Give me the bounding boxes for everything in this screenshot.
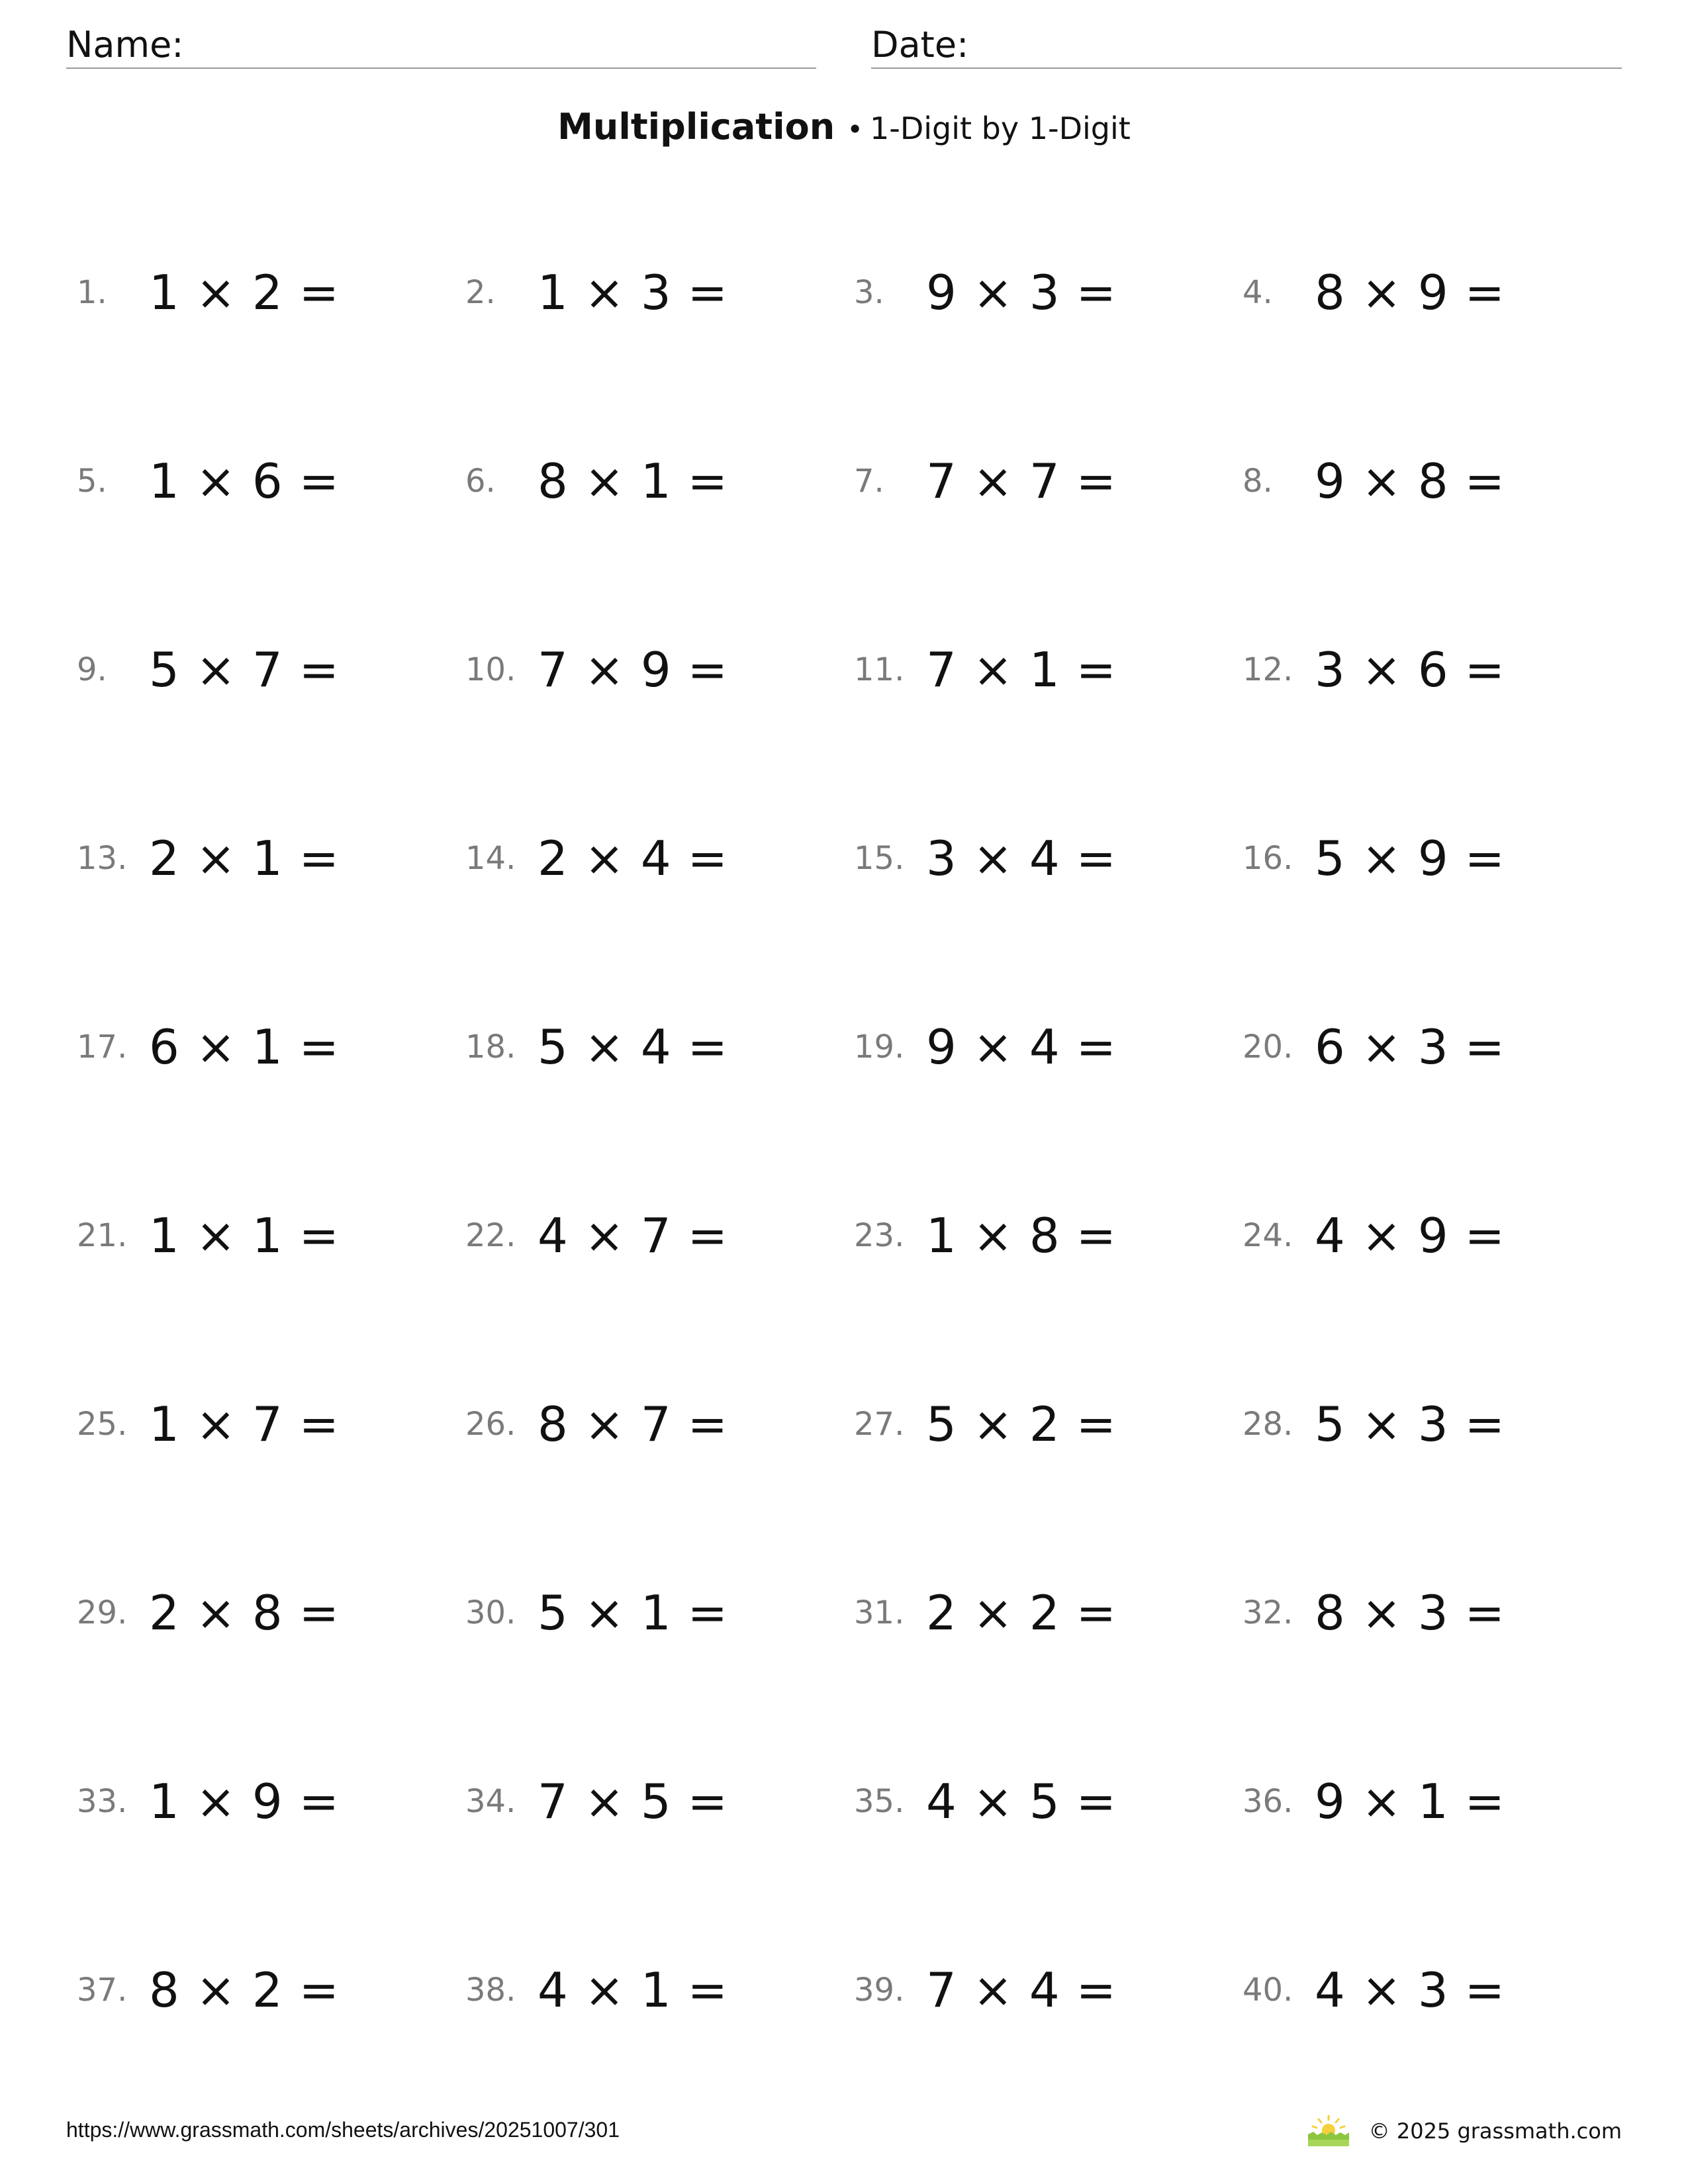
problem-item — [854, 1560, 1243, 1666]
problem-item — [465, 428, 854, 534]
problem-expression: 5 × 1 = — [538, 1585, 728, 1641]
problem-number: 40. — [1243, 1972, 1293, 2009]
problem-expression: 4 × 7 = — [538, 1208, 728, 1263]
problem-item — [465, 1183, 854, 1289]
problem-number: 3. — [854, 274, 884, 311]
problem-item — [77, 994, 465, 1100]
problem-number: 38. — [465, 1972, 516, 2009]
problem-expression: 5 × 9 = — [1315, 831, 1505, 886]
problem-expression: 8 × 3 = — [1315, 1585, 1505, 1641]
problem-item — [1243, 1560, 1631, 1666]
problem-number: 34. — [465, 1783, 516, 1820]
problem-expression: 1 × 3 = — [538, 265, 728, 320]
problem-item — [1243, 1937, 1631, 2043]
problem-expression: 1 × 8 = — [926, 1208, 1117, 1263]
problem-number: 18. — [465, 1028, 516, 1066]
problem-expression: 3 × 4 = — [926, 831, 1117, 886]
problem-expression: 9 × 8 = — [1315, 453, 1505, 509]
problem-number: 39. — [854, 1972, 905, 2009]
problem-number: 22. — [465, 1217, 516, 1254]
problem-expression: 5 × 7 = — [149, 642, 340, 698]
problem-item — [854, 1371, 1243, 1477]
problem-number: 7. — [854, 463, 884, 500]
problem-item — [1243, 994, 1631, 1100]
problem-expression: 7 × 1 = — [926, 642, 1117, 698]
problem-number: 32. — [1243, 1594, 1293, 1631]
problem-expression: 6 × 3 = — [1315, 1019, 1505, 1075]
problem-expression: 1 × 1 = — [149, 1208, 340, 1263]
problem-expression: 3 × 6 = — [1315, 642, 1505, 698]
problem-item — [465, 240, 854, 345]
problem-number: 6. — [465, 463, 496, 500]
problem-item — [1243, 1749, 1631, 1854]
problem-number: 13. — [77, 840, 128, 877]
problem-item — [854, 1937, 1243, 2043]
date-field[interactable] — [871, 20, 1622, 69]
problem-number: 10. — [465, 651, 516, 688]
problem-number: 16. — [1243, 840, 1293, 877]
problem-expression: 1 × 9 = — [149, 1774, 340, 1829]
problem-number: 20. — [1243, 1028, 1293, 1066]
problem-number: 11. — [854, 651, 905, 688]
problem-expression: 2 × 4 = — [538, 831, 728, 886]
problem-number: 12. — [1243, 651, 1293, 688]
problem-item — [77, 1937, 465, 2043]
problem-item — [854, 240, 1243, 345]
problem-item — [854, 428, 1243, 534]
problem-item — [854, 1749, 1243, 1854]
sun-over-grass-icon — [1305, 2115, 1352, 2148]
problem-number: 2. — [465, 274, 496, 311]
problem-item — [854, 1183, 1243, 1289]
problem-expression: 9 × 3 = — [926, 265, 1117, 320]
footer-brand — [1305, 2111, 1622, 2151]
page-title — [0, 106, 1688, 148]
problem-number: 14. — [465, 840, 516, 877]
problem-number: 37. — [77, 1972, 128, 2009]
problem-expression: 7 × 7 = — [926, 453, 1117, 509]
problem-item — [77, 805, 465, 911]
problem-expression: 4 × 5 = — [926, 1774, 1117, 1829]
problem-number: 28. — [1243, 1406, 1293, 1443]
problem-number: 5. — [77, 463, 107, 500]
problem-item — [77, 1183, 465, 1289]
problem-grid — [77, 240, 1631, 2126]
problem-number: 24. — [1243, 1217, 1293, 1254]
problem-item — [1243, 1183, 1631, 1289]
problem-expression: 5 × 2 = — [926, 1396, 1117, 1452]
problem-expression: 6 × 1 = — [149, 1019, 340, 1075]
problem-expression: 1 × 2 = — [149, 265, 340, 320]
problem-number: 27. — [854, 1406, 905, 1443]
problem-expression: 9 × 4 = — [926, 1019, 1117, 1075]
problem-number: 9. — [77, 651, 107, 688]
problem-expression: 8 × 1 = — [538, 453, 728, 509]
problem-expression: 7 × 4 = — [926, 1962, 1117, 2018]
problem-expression: 7 × 5 = — [538, 1774, 728, 1829]
problem-number: 35. — [854, 1783, 905, 1820]
problem-expression: 5 × 4 = — [538, 1019, 728, 1075]
problem-item — [465, 1749, 854, 1854]
footer-url: https://www.grassmath.com/sheets/archives/20251007/301 — [66, 2118, 620, 2142]
problem-expression: 2 × 2 = — [926, 1585, 1117, 1641]
problem-expression: 7 × 9 = — [538, 642, 728, 698]
problem-number: 23. — [854, 1217, 905, 1254]
problem-item — [77, 1560, 465, 1666]
problem-item — [1243, 428, 1631, 534]
name-label: Name: — [66, 24, 184, 66]
problem-number: 25. — [77, 1406, 128, 1443]
title-bullet: • — [847, 113, 863, 146]
problem-number: 21. — [77, 1217, 128, 1254]
problem-number: 29. — [77, 1594, 128, 1631]
problem-item — [854, 617, 1243, 723]
title-main: Multiplication — [557, 106, 835, 148]
problem-expression: 4 × 9 = — [1315, 1208, 1505, 1263]
problem-item — [77, 428, 465, 534]
problem-number: 26. — [465, 1406, 516, 1443]
problem-expression: 5 × 3 = — [1315, 1396, 1505, 1452]
problem-expression: 8 × 7 = — [538, 1396, 728, 1452]
problem-number: 4. — [1243, 274, 1273, 311]
problem-expression: 4 × 3 = — [1315, 1962, 1505, 2018]
copyright-text: © 2025 grassmath.com — [1368, 2118, 1622, 2144]
title-subtitle: 1-Digit by 1-Digit — [869, 111, 1131, 146]
problem-number: 36. — [1243, 1783, 1293, 1820]
problem-item — [77, 240, 465, 345]
problem-item — [1243, 805, 1631, 911]
problem-item — [854, 994, 1243, 1100]
problem-number: 1. — [77, 274, 107, 311]
problem-item — [465, 1937, 854, 2043]
problem-item — [1243, 1371, 1631, 1477]
problem-number: 19. — [854, 1028, 905, 1066]
problem-expression: 8 × 2 = — [149, 1962, 340, 2018]
problem-number: 8. — [1243, 463, 1273, 500]
problem-number: 31. — [854, 1594, 905, 1631]
problem-item — [465, 617, 854, 723]
problem-item — [854, 805, 1243, 911]
problem-item — [77, 1749, 465, 1854]
problem-expression: 1 × 6 = — [149, 453, 340, 509]
problem-expression: 1 × 7 = — [149, 1396, 340, 1452]
name-line — [66, 68, 816, 69]
problem-item — [1243, 240, 1631, 345]
problem-number: 30. — [465, 1594, 516, 1631]
problem-expression: 8 × 9 = — [1315, 265, 1505, 320]
problem-item — [77, 617, 465, 723]
problem-expression: 9 × 1 = — [1315, 1774, 1505, 1829]
problem-expression: 2 × 8 = — [149, 1585, 340, 1641]
date-label: Date: — [871, 24, 969, 66]
problem-item — [465, 805, 854, 911]
problem-item — [465, 1560, 854, 1666]
problem-item — [1243, 617, 1631, 723]
problem-item — [77, 1371, 465, 1477]
problem-expression: 2 × 1 = — [149, 831, 340, 886]
problem-item — [465, 994, 854, 1100]
problem-number: 33. — [77, 1783, 128, 1820]
name-field[interactable] — [66, 20, 816, 69]
problem-number: 17. — [77, 1028, 128, 1066]
problem-expression: 4 × 1 = — [538, 1962, 728, 2018]
date-line — [871, 68, 1622, 69]
problem-item — [465, 1371, 854, 1477]
problem-number: 15. — [854, 840, 905, 877]
